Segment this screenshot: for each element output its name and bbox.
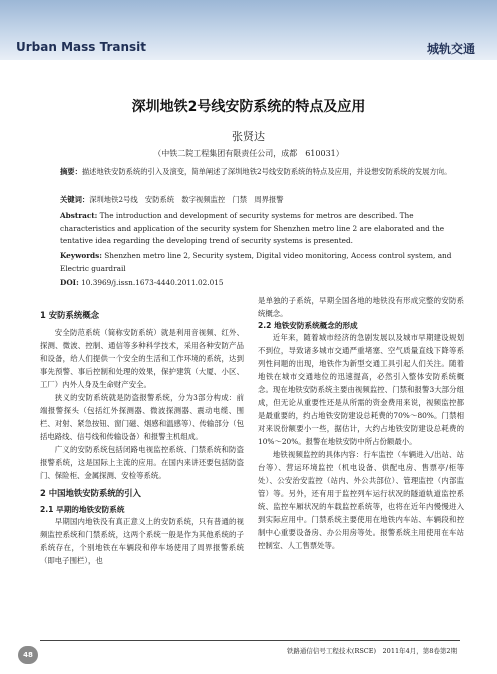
keywords-text: 深圳地铁2号线 安防系统 数字视频监控 门禁 周界报警	[89, 195, 284, 204]
paragraph: 安全防范系统（简称安防系统）就是利用音视频、红外、探测、微波、控制、通信等多种科学技术，采用各种安防产品和设备，给人们提供一个安全的生活和工作环境的系统，达到事先预警、事后控制和处理的效果，保护建筑（大厦、小区、工厂）内外人身及生命财产安全。	[40, 328, 244, 389]
right-column	[258, 294, 464, 552]
paragraph: 狭义的安防系统就是防盗报警系统，分为3部分构成：前端报警探头（包括红外探测器、微波探测器、震动电缆、围栏、对射、紧急按钮、窗门磁、烟感和温感等）、传输部分（包括电路线、信号线和传输设备）和报警主机组成。	[40, 393, 244, 441]
keywords-cn	[60, 194, 460, 207]
section-heading-1: 1 安防系统概念	[40, 310, 99, 320]
journal-name-en: Urban Mass Transit	[16, 40, 146, 54]
paragraph: 早期国内地铁没有真正意义上的安防系统，只有普通的视频监控系统和门禁系统，这两个系统一般是作为其他系统的子系统存在，个别地铁在车辆段和停车场使用了周界报警系统（即电子围栏），也	[40, 517, 244, 565]
page-number: 48	[18, 646, 38, 664]
keywords-en	[60, 250, 460, 275]
paragraph: 广义的安防系统包括闭路电视监控系统、门禁系统和防盗报警系统，这是国际上主流的应用。在国内来讲还要包括防盗门、保险柜、金属探测、安检等系统。	[40, 445, 244, 480]
doi	[60, 277, 460, 290]
journal-banner	[0, 0, 497, 60]
abstract-cn	[60, 166, 460, 179]
abstract-en	[60, 210, 460, 248]
keywords-label: 关键词：	[60, 195, 90, 204]
journal-footer: 铁路通信信号工程技术(RSCE) 2011年4月，第8卷第2期	[286, 647, 457, 655]
author: 张贤达	[232, 130, 265, 143]
doi-label: DOI:	[60, 278, 79, 287]
keywords-en-label: Keywords:	[60, 251, 102, 260]
journal-section: 城轨交通	[426, 42, 475, 56]
section-heading-2: 2 中国地铁安防系统的引入	[40, 488, 141, 498]
doi-text: 10.3969/j.issn.1673-4440.2011.02.015	[81, 278, 224, 287]
paragraph: 是单独的子系统，早期全国各地的地铁没有形成完整的安防系统概念。	[258, 296, 464, 318]
paragraph: 近年来，随着城市经济的急剧发展以及城市早期建设规划不到位，导致诸多城市交通严重堵塞、空气质量直线下降等系列性问题的出现，地铁作为新型交通工具引起人们关注。随着地铁在城市交通地位的迅速提高，必然引入整体安防系统概念。现在地铁安防系统主要由视频监控、门禁和报警3大部分组成，但无论从重要性还是从所需的资金费用来说，视频监控都是最重要的，约占地铁安防建设总耗费的70%～80%。门禁相对来说份额要小一些，据估计，大约占地铁安防建设总耗费的10%～20%。报警在地铁安防中所占份额最小。	[258, 333, 464, 446]
subsection-heading-2-2: 2.2 地铁安防系统概念的形成	[258, 321, 358, 330]
affiliation: （中铁二院工程集团有限责任公司，成都 610031）	[153, 149, 344, 158]
keywords-en-text: Shenzhen metro line 2, Security system, Digital video monitoring, Access control system, and Electric guardrail	[60, 251, 452, 273]
article-title: 深圳地铁2号线安防系统的特点及应用	[131, 99, 366, 115]
abstract-label: 摘要：	[60, 167, 82, 176]
abstract-en-text: The introduction and development of security systems for metros are described. The characteristics and application of the security system for Shenzhen metro line 2 are elaborated and the tentative idea regarding the developing trend of security systems is presented.	[60, 211, 445, 245]
abstract-text: 描述地铁安防系统的引入及演变，简单阐述了深圳地铁2号线安防系统的特点及应用，并设想安防系统的发展方向。	[81, 167, 452, 176]
subsection-heading-2-1: 2.1 早期的地铁安防系统	[40, 505, 125, 514]
left-column	[40, 304, 244, 567]
footer-rule	[40, 640, 460, 641]
paragraph: 地铁视频监控的具体内容：行车监控（车辆进入/出站、站台等）、营运环境监控（机电设备、供配电房、售票亭/柜等处）、公安治安监控（站内、外公共部位）、管理监控（内部监管）等。另外，还有用于监控列车运行状况的隧道轨道监控系统、监控车厢状况的车载监控系统等，也将在近年内慢慢进入到实际应用中。门禁系统主要使用在地铁内车站、车辆段和控制中心重要设备房、办公用房等处。报警系统主用使用在车站控制室、人工售票处等。	[258, 450, 464, 550]
abstract-en-label: Abstract:	[60, 211, 98, 220]
